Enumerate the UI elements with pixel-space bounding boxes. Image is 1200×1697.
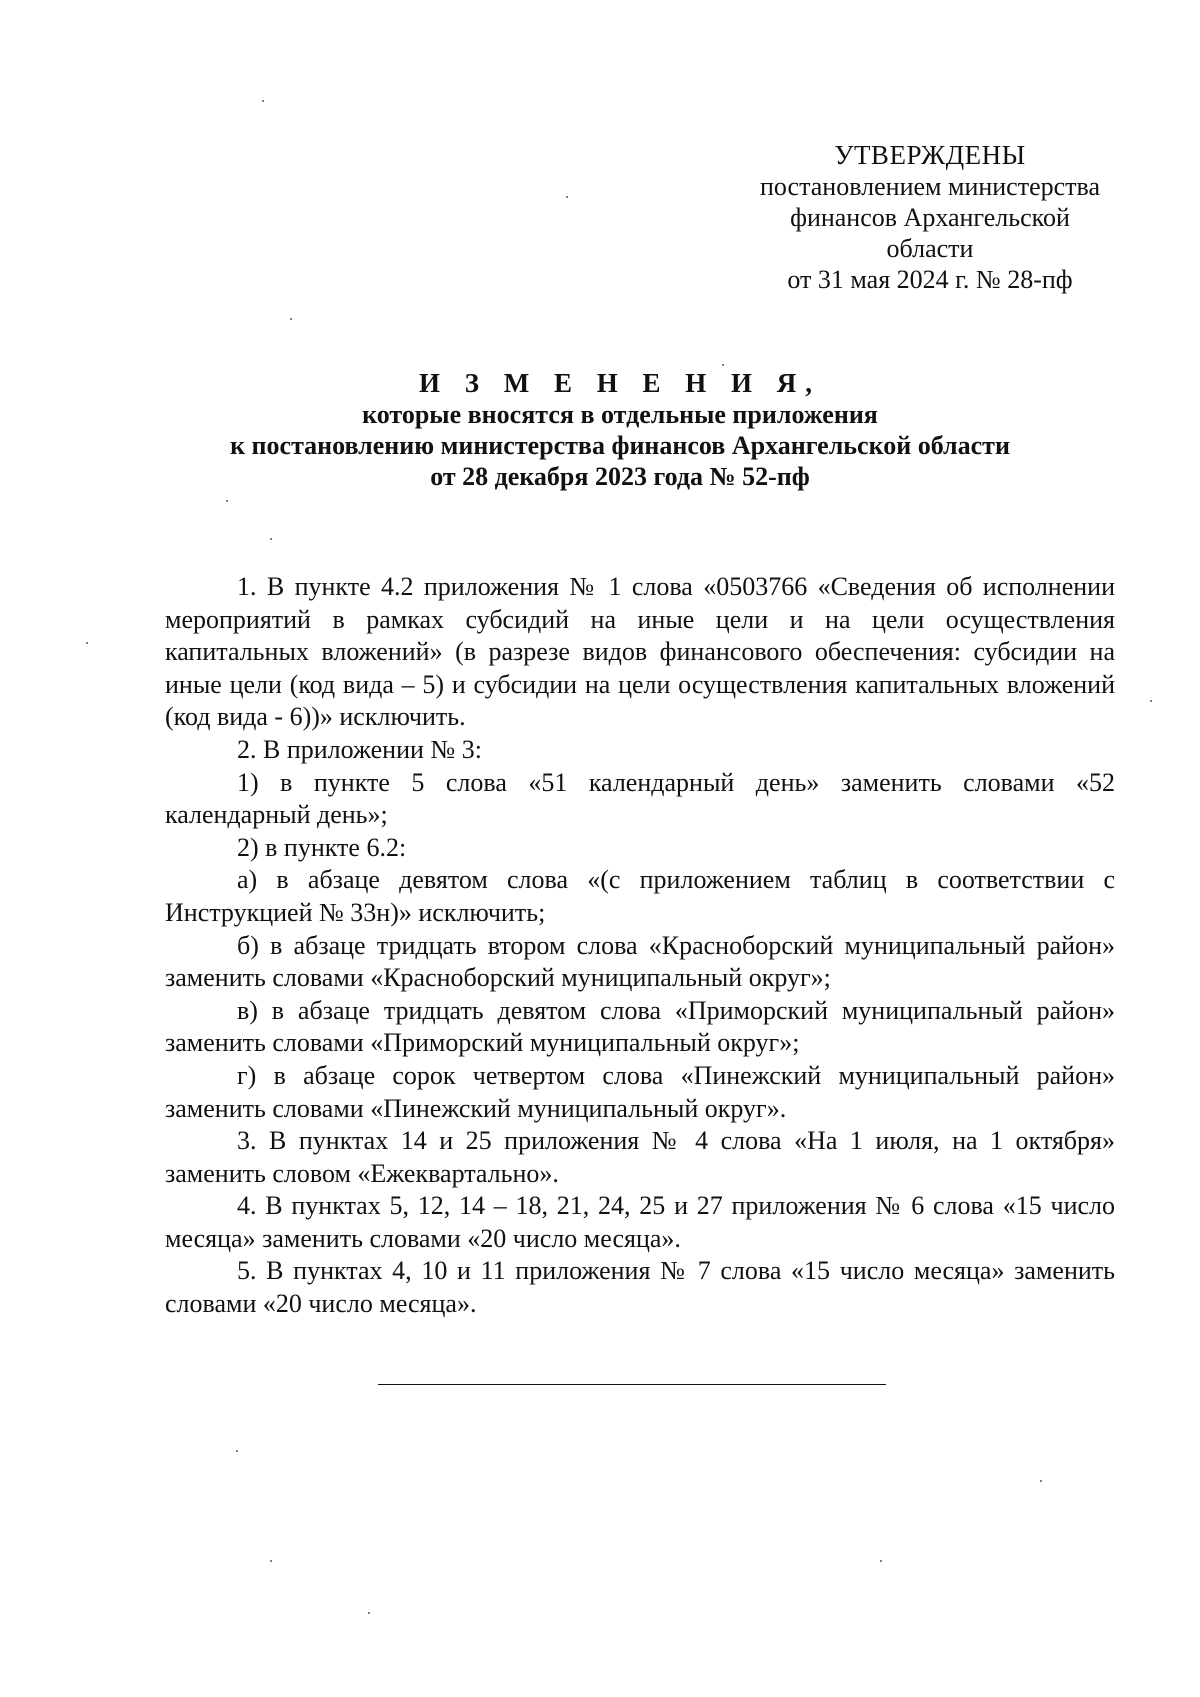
scan-speck <box>262 100 264 102</box>
scan-speck <box>368 1612 370 1614</box>
paragraph-2-sub-2a: а) в абзаце девятом слова «(с приложением таблиц в соответствии с Инструкцией № 33н)» исключить; <box>165 865 1115 927</box>
paragraph-5: 5. В пунктах 4, 10 и 11 приложения № 7 слова «15 число месяца» заменить словами «20 число месяца». <box>165 1256 1115 1319</box>
paragraph-2-sub-1: 1) в пункте 5 слова «51 календарный день» заменить словами «52 календарный день»; <box>165 767 1115 830</box>
scan-speck <box>1040 1480 1042 1482</box>
paragraph-2-sub-2d: г) в абзаце сорок четвертом слова «Пинежский муниципальный район» заменить словами «Пинежский муниципальный округ». <box>165 1060 1115 1123</box>
document-title <box>130 368 1110 492</box>
approval-heading: УТВЕРЖДЕНЫ <box>834 140 1026 170</box>
paragraph-2-sub-2: 2) в пункте 6.2: <box>237 832 407 862</box>
title-line-3: от 28 декабря 2023 года № 52-пф <box>430 462 810 491</box>
scan-speck <box>226 500 228 502</box>
document-body <box>165 571 1115 1321</box>
title-line-1: которые вносятся в отдельные приложения <box>362 400 878 429</box>
paragraph-2: 2. В приложении № 3: <box>237 734 482 764</box>
paragraph-2-sub-2b: б) в абзаце тридцать втором слова «Красноборский муниципальный район» заменить словами «Красноборский муниципальный округ»; <box>165 930 1115 993</box>
approval-stamp-block <box>740 140 1120 295</box>
scan-speck <box>270 538 272 540</box>
scan-speck <box>236 1450 238 1452</box>
approval-line-4: от 31 мая 2024 г. № 28-пф <box>787 265 1073 294</box>
scan-speck <box>290 318 292 320</box>
paragraph-3: 3. В пунктах 14 и 25 приложения № 4 слова «На 1 июля, на 1 октября» заменить словом «Ежеквартально». <box>165 1126 1115 1188</box>
scan-speck <box>1150 700 1152 702</box>
paragraph-4: 4. В пунктах 5, 12, 14 – 18, 21, 24, 25 и 27 приложения № 6 слова «15 число месяца» заменить словами «20 число месяца». <box>165 1191 1115 1253</box>
scan-speck <box>270 1560 272 1562</box>
closing-divider <box>378 1384 886 1385</box>
approval-line-3: области <box>886 234 974 263</box>
scan-speck <box>86 642 88 644</box>
title-line-2: к постановлению министерства финансов Архангельской области <box>230 431 1010 460</box>
approval-line-2: финансов Архангельской <box>790 203 1070 232</box>
paragraph-2-sub-2c: в) в абзаце тридцать девятом слова «Приморский муниципальный район» заменить словами «Приморский муниципальный округ»; <box>165 995 1115 1058</box>
scan-speck <box>566 196 568 198</box>
paragraph-1: 1. В пункте 4.2 приложения № 1 слова «0503766 «Сведения об исполнении мероприятий в рамках субсидий на иные цели и на цели осуществления капитальных вложений» (в разрезе видов финансового обеспечения: субсидии на иные цели (код вида – 5) и субсидии на цели осуществления капитальных вложений (код вида - 6))» исключить. <box>165 572 1115 732</box>
scan-speck <box>880 1560 882 1562</box>
approval-line-1: постановлением министерства <box>759 172 1101 201</box>
title-word: И З М Е Н Е Н И Я, <box>418 368 821 398</box>
scan-speck <box>722 364 724 366</box>
